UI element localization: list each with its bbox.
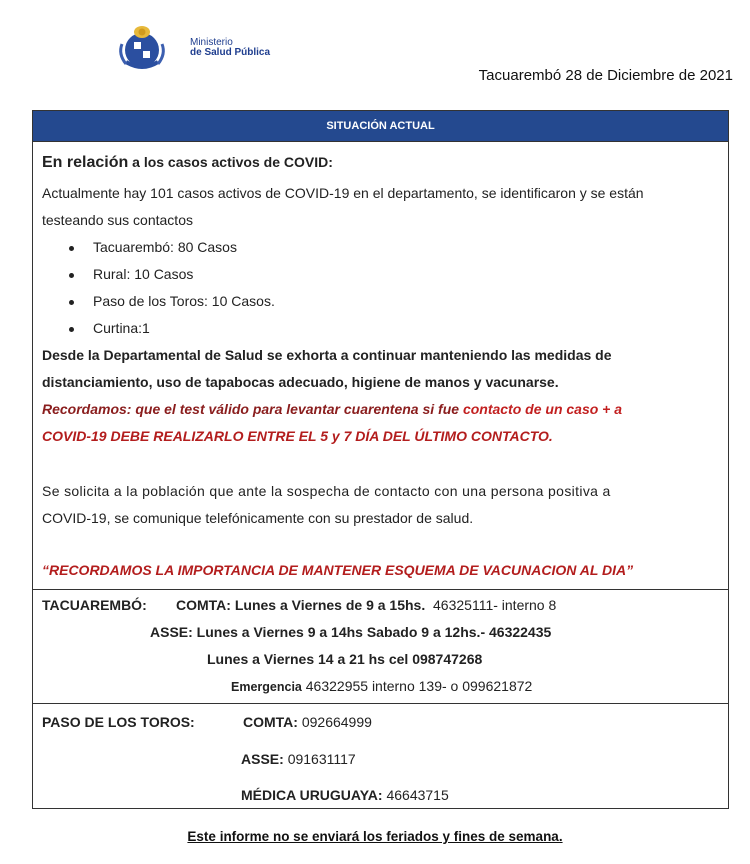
request-line1: Se solicita a la población que ante la sospecha de contacto con una persona positiva a <box>42 483 611 499</box>
section-title: SITUACIÓN ACTUAL <box>32 110 729 142</box>
asse-paso: ASSE: 091631117 <box>241 751 356 767</box>
case-item-paso: Paso de los Toros: 10 Casos. <box>93 293 275 309</box>
medica-uruguaya: MÉDICA URUGUAYA: 46643715 <box>241 787 449 803</box>
reminder-line2: COVID-19 DEBE REALIZARLO ENTRE EL 5 y 7 DÍA DEL ÚLTIMO CONTACTO. <box>42 428 553 444</box>
emergency-line: Emergencia 46322955 interno 139- o 099621872 <box>231 678 533 694</box>
paso-label: PASO DE LOS TOROS: <box>42 714 195 730</box>
footer-note: Este informe no se enviará los feriados y fines de semana. <box>187 829 563 844</box>
bullet-dot <box>69 300 74 305</box>
reminder-line1: Recordamos: que el test válido para levantar cuarentena si fue contacto de un caso + a <box>42 401 623 417</box>
exhort-line1: Desde la Departamental de Salud se exhorta a continuar manteniendo las medidas de <box>42 347 612 363</box>
covid-heading: En relación a los casos activos de COVID: <box>42 154 333 171</box>
covid-line1: Actualmente hay 101 casos activos de COVID-19 en el departamento, se identificaron y se están <box>42 185 644 201</box>
case-item-curtina: Curtina:1 <box>93 320 150 336</box>
case-item-tacuarembo: Tacuarembó: 80 Casos <box>93 239 237 255</box>
comta-tacuarembo: COMTA: Lunes a Viernes de 9 a 15hs. 46325111- interno 8 <box>176 597 557 613</box>
ministry-line2: de Salud Pública <box>190 47 271 58</box>
vaccine-reminder: “RECORDAMOS LA IMPORTANCIA DE MANTENER ESQUEMA DE VACUNACION AL DIA” <box>42 562 634 578</box>
asse-tacuarembo: ASSE: Lunes a Viernes 9 a 14hs Sabado 9 a 12hs.- 46322435 <box>150 624 552 640</box>
exhort-line2: distanciamiento, uso de tapabocas adecuado, higiene de manos y vacunarse. <box>42 374 559 390</box>
comta-paso: COMTA: 092664999 <box>243 714 372 730</box>
bullet-dot <box>69 273 74 278</box>
asse-evening: Lunes a Viernes 14 a 21 hs cel 098747268 <box>207 651 483 667</box>
uruguay-coat-of-arms-icon <box>116 24 168 70</box>
case-item-rural: Rural: 10 Casos <box>93 266 194 282</box>
ministry-line1: Ministerio <box>190 37 233 48</box>
bullet-dot <box>69 246 74 251</box>
request-line2: COVID-19, se comunique telefónicamente con su prestador de salud. <box>42 510 474 526</box>
bullet-dot <box>69 327 74 332</box>
tacuarembo-label: TACUAREMBÓ: <box>42 597 147 613</box>
report-date: Tacuarembó 28 de Diciembre de 2021 <box>478 67 733 84</box>
covid-line2: testeando sus contactos <box>42 212 193 228</box>
ministry-logo-text <box>190 38 270 58</box>
